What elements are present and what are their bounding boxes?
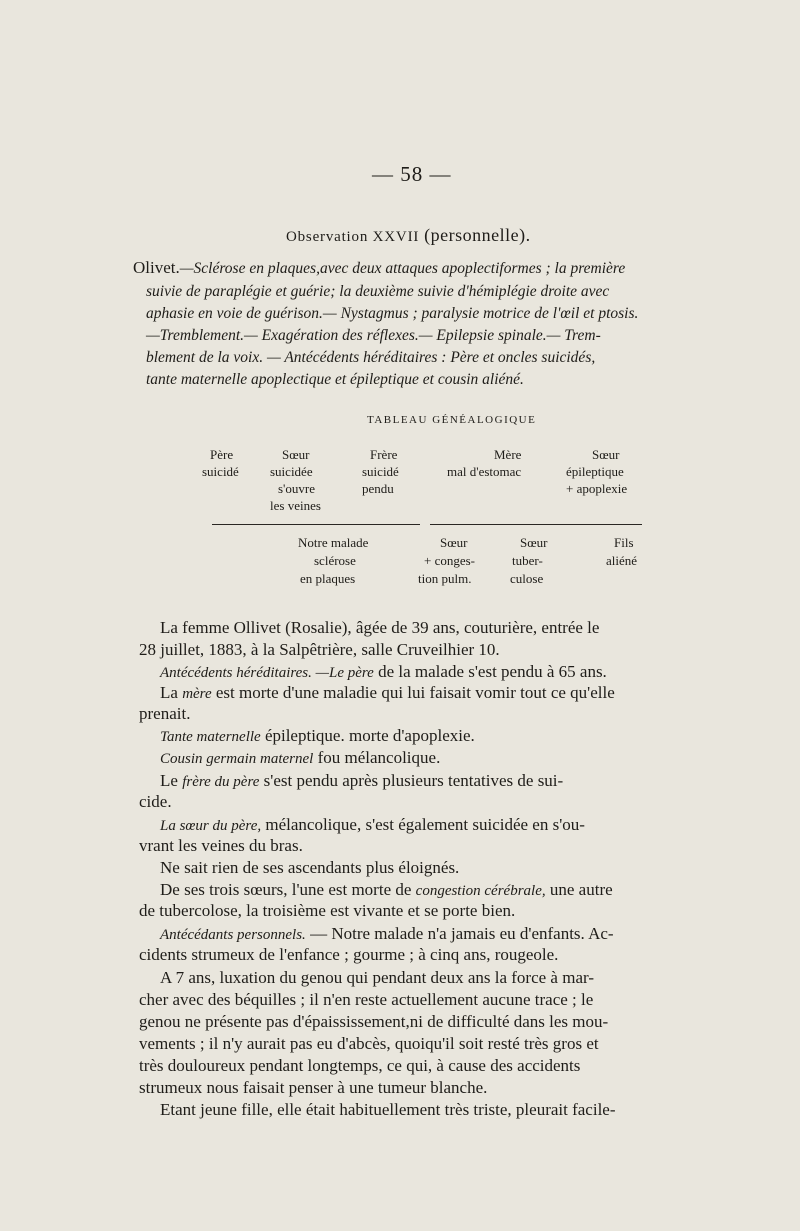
body-line-9: cide.	[139, 792, 172, 811]
observation-number: Observation XXVII	[286, 229, 420, 245]
summary-line-2: suivie de paraplégie et guérie; la deuxième suivie d'hémiplégie droite avec	[146, 283, 610, 300]
genealogy-line-maternal	[430, 524, 642, 525]
body-line-17: A 7 ans, luxation du genou qui pendant deux ans la force à mar-	[160, 968, 594, 987]
summary-line-1: Olivet.—Sclérose en plaques,avec deux attaques apoplectiformes ; la première	[133, 258, 626, 277]
ancestor-aunt-paternal: Sœur suicidée s'ouvre les veines	[270, 447, 321, 513]
ancestor-aunt-maternal: Sœur épileptique + apoplexie	[566, 447, 628, 496]
patient-name: Olivet.	[133, 258, 180, 277]
child-son-insane: Fils aliéné	[606, 535, 638, 568]
child-sister-congestion: Sœur + conges- tion pulm.	[418, 535, 476, 586]
page-number: — 58 —	[372, 162, 452, 186]
summary-line-3: aphasie en voie de guérison.— Nystagmus ; paralysie motrice de l'œil et ptosis.	[146, 305, 639, 322]
body-line-8: Le frère du père s'est pendu après plusieurs tentatives de sui-	[160, 771, 564, 790]
child-patient: Notre malade sclérose en plaques	[298, 535, 369, 586]
observation-title	[286, 225, 531, 246]
body-line-18: cher avec des béquilles ; il n'en reste actuellement aucune trace ; le	[139, 990, 594, 1009]
body-line-15: Antécédants personnels. — Notre malade n'a jamais eu d'enfants. Ac-	[160, 924, 614, 943]
observation-type: (personnelle).	[424, 225, 531, 245]
genealogy-title: TABLEAU GÉNÉALOGIQUE	[367, 414, 537, 426]
body-line-6: Tante maternelle épileptique. morte d'apoplexie.	[160, 726, 475, 745]
body-line-12: Ne sait rien de ses ascendants plus éloignés.	[160, 858, 460, 877]
body-line-21: très douloureux pendant longtemps, ce qui, à cause des accidents	[139, 1056, 581, 1075]
body-line-4: La mère est morte d'une maladie qui lui faisait vomir tout ce qu'elle	[160, 683, 615, 702]
body-line-19: genou ne présente pas d'épaississement,ni de difficulté dans les mou-	[139, 1012, 609, 1031]
body-line-7: Cousin germain maternel fou mélancolique.	[160, 748, 441, 767]
body-line-13: De ses trois sœurs, l'une est morte de congestion cérébrale, une autre	[160, 880, 613, 899]
body-line-22: strumeux nous faisait penser à une tumeur blanche.	[139, 1078, 488, 1097]
body-line-11: vrant les veines du bras.	[139, 836, 303, 855]
body-line-3: Antécédents héréditaires. —Le père de la malade s'est pendu à 65 ans.	[160, 662, 607, 681]
body-line-1: La femme Ollivet (Rosalie), âgée de 39 ans, couturière, entrée le	[160, 618, 600, 637]
body-line-23: Etant jeune fille, elle était habituellement très triste, pleurait facile-	[160, 1100, 616, 1119]
ancestor-mother: Mère mal d'estomac	[447, 447, 522, 479]
ancestor-uncle-paternal: Frère suicidé pendu	[362, 447, 399, 496]
body-line-2: 28 juillet, 1883, à la Salpêtrière, salle Cruveilhier 10.	[139, 640, 500, 659]
body-line-5: prenait.	[139, 704, 191, 723]
summary-line-5: blement de la voix. — Antécédents héréditaires : Père et oncles suicidés,	[146, 349, 596, 366]
ancestor-father: Père suicidé	[202, 447, 239, 479]
body-line-14: de tubercolose, la troisième est vivante et se porte bien.	[139, 901, 516, 920]
child-sister-tuberculosis: Sœur tuber- culose	[510, 535, 548, 586]
summary-line-4: —Tremblement.— Exagération des réflexes.— Epilepsie spinale.— Trem-	[146, 327, 601, 344]
body-line-20: vements ; il n'y aurait pas eu d'abcès, quoiqu'il soit resté très gros et	[139, 1034, 599, 1053]
genealogy-line-paternal	[212, 524, 420, 525]
summary-line-6: tante maternelle apoplectique et épileptique et cousin aliéné.	[146, 371, 524, 388]
body-line-10: La sœur du père, mélancolique, s'est également suicidée en s'ou-	[160, 815, 585, 834]
body-line-16: cidents strumeux de l'enfance ; gourme ; à cinq ans, rougeole.	[139, 945, 559, 964]
